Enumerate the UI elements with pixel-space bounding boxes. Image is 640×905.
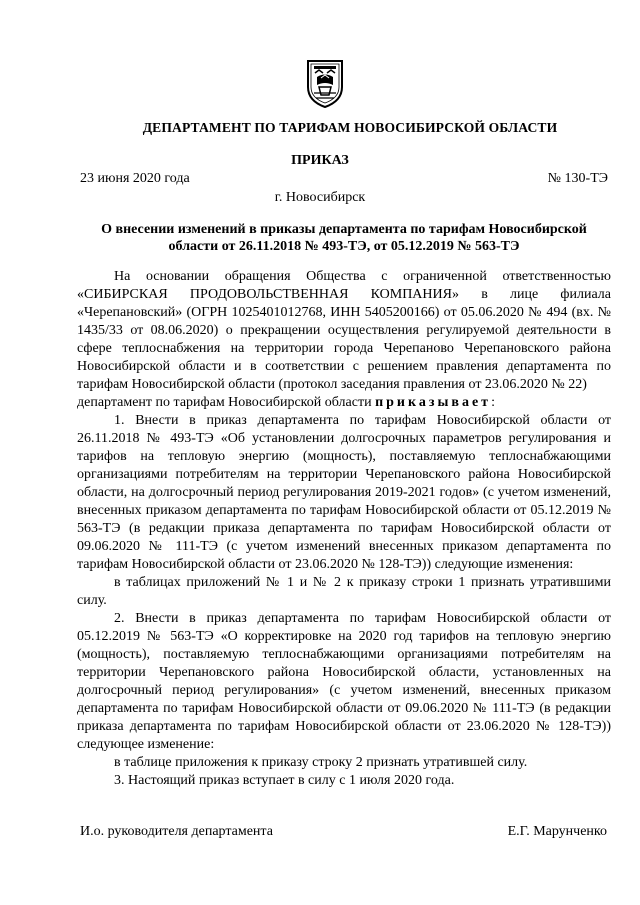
signatory-name: Е.Г. Марунченко	[507, 824, 607, 839]
order-number: № 130-ТЭ	[547, 171, 608, 186]
order-subject: О внесении изменений в приказы департамента по тарифам Новосибирской области от 26.11.2018 № 493-ТЭ, от 05.12.2019 № 563-ТЭ	[101, 222, 587, 254]
item-3: 3. Настоящий приказ вступает в силу с 1 июля 2020 года.	[114, 773, 455, 788]
city: г. Новосибирск	[274, 190, 366, 205]
intro-paragraph: На основании обращения Общества с ограниченной ответственностью «СИБИРСКАЯ ПРОДОВОЛЬСТВЕННАЯ КОМПАНИЯ» в лице филиала «Черепановский» (ОГРН 1025401012768, ИНН 5405200166) от 05.06.2020 № 494 (вх. № 1435/33 от 08.06.2020) о прекращении осуществления регулируемой деятельности в сфере теплоснабжения на территории города Черепаново Черепановского района Новосибирской области и в соответствии с решением правления департамента по тарифам Новосибирской области (протокол заседания правления от 23.06.2020 № 22)	[77, 269, 611, 392]
item-2: 2. Внести в приказ департамента по тарифам Новосибирской области от 05.12.2019 № 563-ТЭ «О корректировке на 2020 год тарифов на тепловую энергию (мощность), поставляемую теплоснабжающими организациями потребителям на территории Черепановского района Новосибирской области, установленных на долгосрочный период регулирования» (с учетом изменений, внесенных приказом департамента по тарифам Новосибирской области от 09.06.2020 № 111-ТЭ (в редакции приказа департамента по тарифам Новосибирской области от 23.06.2020 № 128-ТЭ)) следующее изменение:	[77, 611, 611, 752]
department-name: ДЕПАРТАМЕНТ ПО ТАРИФАМ НОВОСИБИРСКОЙ ОБЛАСТИ	[142, 120, 558, 135]
document-type: ПРИКАЗ	[291, 153, 349, 168]
order-body	[77, 268, 611, 790]
item-1-detail: в таблицах приложений № 1 и № 2 к приказу строки 1 признать утратившими силу.	[77, 575, 611, 608]
resolve-word: приказывает	[375, 395, 492, 410]
resolve-line	[77, 394, 611, 412]
coat-of-arms-emblem	[303, 57, 347, 109]
order-date: 23 июня 2020 года	[80, 171, 190, 186]
item-2-detail: в таблице приложения к приказу строку 2 признать утратившей силу.	[114, 755, 528, 770]
resolve-suffix: :	[491, 395, 495, 410]
resolve-prefix: департамент по тарифам Новосибирской области	[77, 395, 372, 410]
signatory-position: И.о. руководителя департамента	[80, 824, 273, 839]
item-1: 1. Внести в приказ департамента по тарифам Новосибирской области от 26.11.2018 № 493-ТЭ «Об установлении долгосрочных параметров регулирования и тарифов на тепловую энергию (мощность), поставляемую теплоснабжающими организациями потребителям на территории Черепановского района Новосибирской области, на долгосрочный период регулирования 2019-2021 годов» (с учетом изменений, внесенных приказом департамента по тарифам Новосибирской области от 05.12.2019 № 563-ТЭ (в редакции приказа департамента по тарифам Новосибирской области от 09.06.2020 № 111-ТЭ (с учетом изменений внесенных приказом департамента по тарифам Новосибирской области от 23.06.2020 № 128-ТЭ)) следующие изменения:	[77, 413, 611, 572]
